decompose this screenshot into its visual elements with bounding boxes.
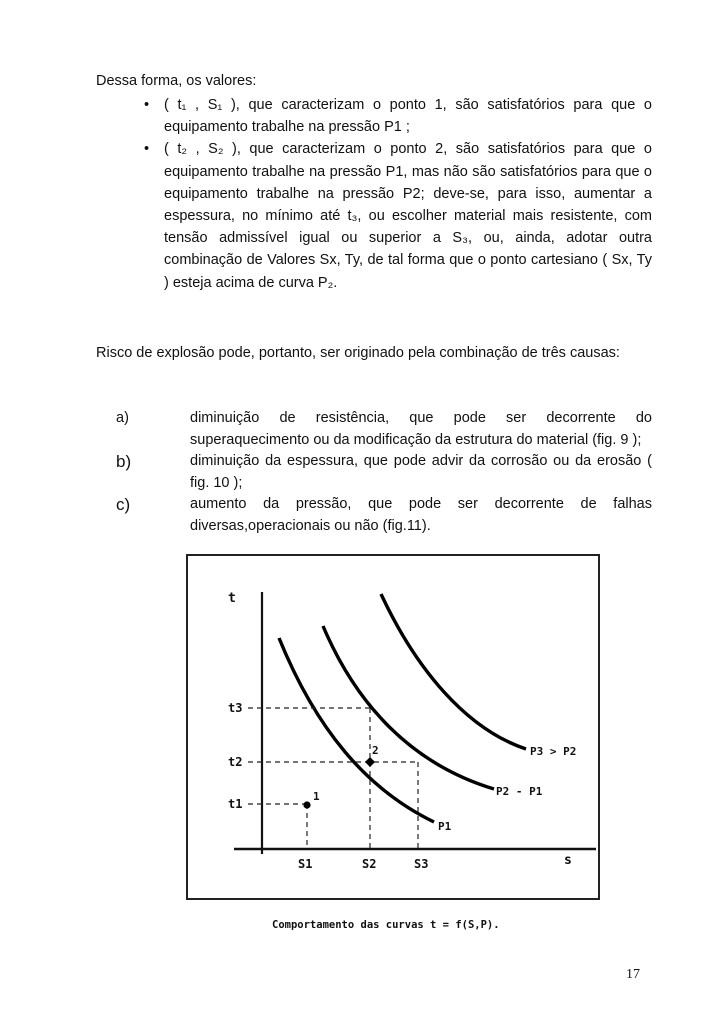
tick-s2: S2 (362, 857, 377, 871)
bullet-dot: • (144, 97, 150, 113)
curve-p1-label: P1 (438, 820, 452, 833)
bullet-dot: • (144, 141, 150, 158)
cause-list (96, 408, 652, 537)
point-1 (303, 801, 310, 808)
point-2 (365, 757, 375, 767)
intro-text: Dessa forma, os valores: (96, 73, 257, 89)
risk-paragraph: Risco de explosão pode, portanto, ser originado pela combinação de três causas: (96, 345, 620, 361)
page-number: 17 (626, 967, 640, 982)
figure-caption: Comportamento das curvas t = f(S,P). (272, 919, 500, 931)
tick-t1: t1 (228, 797, 243, 811)
cause-item-c (96, 494, 652, 537)
tick-s3: S3 (414, 857, 429, 871)
y-axis-label: t (228, 591, 236, 606)
curve-p3 (381, 594, 526, 749)
cause-mark-b: b) (116, 452, 132, 471)
cause-text-a: diminuição de resistência, que pode ser decorrente do superaquecimento ou da modificação da estrutura do material (fig. 9 ); (190, 410, 652, 448)
cause-item-b (96, 451, 652, 494)
curve-p3-label: P3 > P2 (530, 745, 577, 758)
cause-mark-a: a) (116, 410, 129, 426)
cause-mark-c: c) (116, 495, 131, 514)
point-1-label: 1 (313, 790, 320, 803)
bullet-list (96, 94, 652, 294)
x-axis-label: s (564, 853, 572, 868)
point-2-label: 2 (372, 744, 379, 757)
bullet-item-2 (96, 138, 652, 293)
curve-p2-label: P2 - P1 (496, 785, 543, 798)
bullet-text-2: ( t₂ , S₂ ), que caracterizam o ponto 2, são satisfatórios para que o equipamento trabalhe na pressão P1, mas não são satisfatórios para que o equipamento trabalhe na pressão P2; deve-se, para isso, aumentar a espessura, no mínimo até t₃, ou escolher material mais resistente, com tensão admissível igual ou superior a S₃, ou, ainda, adotar outra combinação de Valores Sx, Ty, de tal forma que o ponto cartesiano ( Sx, Ty ) esteja acima de curva P₂. (164, 141, 652, 291)
cause-text-b: diminuição da espessura, que pode advir da corrosão ou da erosão ( fig. 10 ); (190, 453, 652, 491)
tick-t2: t2 (228, 755, 243, 769)
figure-frame (187, 555, 599, 899)
tick-s1: S1 (298, 857, 313, 871)
figure-curves (186, 554, 600, 944)
tick-t3: t3 (228, 701, 243, 715)
bullet-text-1: ( t₁ , S₁ ), que caracterizam o ponto 1, são satisfatórios para que o equipamento trabalhe na pressão P1 ; (164, 97, 652, 136)
cause-item-a (96, 408, 652, 451)
curve-p1 (279, 638, 434, 822)
figure-svg (186, 554, 600, 944)
cause-text-c: aumento da pressão, que pode ser decorrente de falhas diversas,operacionais ou não (fig.11). (190, 496, 652, 534)
bullet-item-1 (96, 94, 652, 138)
